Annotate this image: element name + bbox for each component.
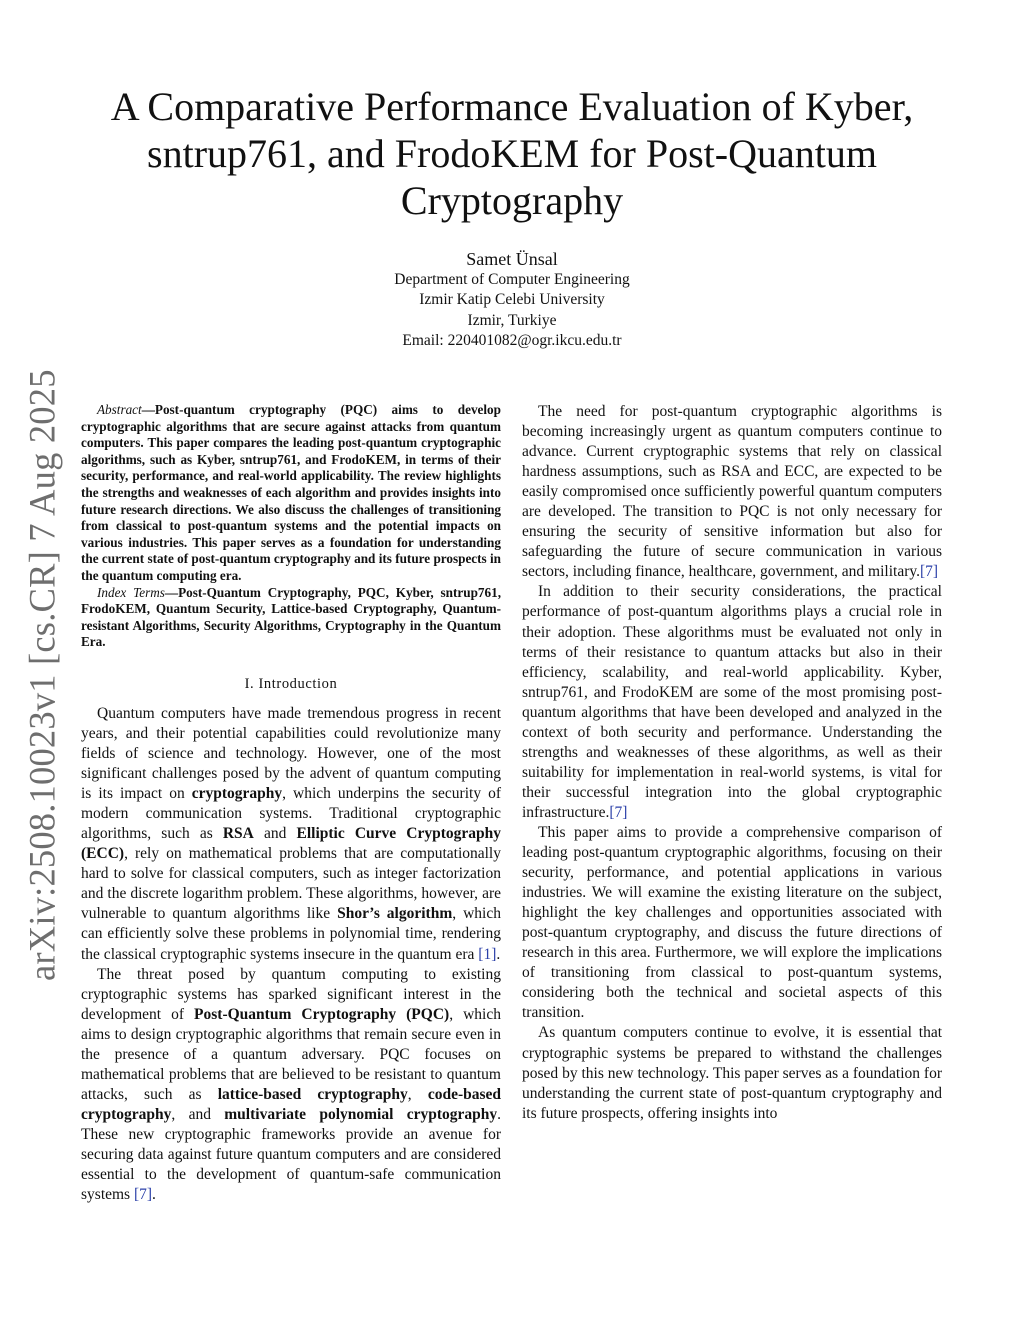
text-run: , which aims to design cryptographic algorithms that remain secure even in the presence of a quantum adversary. PQC focuses on mathematical problems that are believed to be resistant to quantum attacks, such as: [81, 1005, 501, 1103]
index-terms-text: —Post-Quantum Cryptography, PQC, Kyber, sntrup761, FrodoKEM, Quantum Security, Lattice-based Cryptography, Quantum-resistant Algorithms, Security Algorithms, Cryptography in the Quantum Era.: [81, 584, 501, 650]
intro-paragraph-4: [522, 582, 942, 823]
citation-link[interactable]: [7]: [919, 563, 939, 581]
arxiv-side-identifier: arXiv:2508.10023v1 [cs.CR] 7 Aug 2025: [21, 369, 63, 981]
intro-paragraph-5: This paper aims to provide a comprehensive comparison of leading post-quantum cryptographic algorithms, focusing on their security, performance, and potential applications in various industries. We will examine the existing literature on the subject, highlight the key challenges and opportunities associated with post-quantum cryptography, and discuss the future directions of research in this area. Furthermore, we will explore the implications of transitioning from classical to post-quantum systems, considering both the technical and societal aspects of this transition.: [522, 823, 942, 1022]
intro-paragraph-6: As quantum computers continue to evolve, it is essential that cryptographic systems be prepared to withstand the challenges posed by this new technology. This paper serves as a foundation for understanding the current state of post-quantum cryptography and its future prospects, offering insights into: [522, 1024, 942, 1122]
index-terms: [81, 585, 501, 651]
text-run: Quantum computers have made tremendous progress in recent years, and their potential capabilities could revolutionize many fields of science and technology. However, one of the most significant challenges posed by the advent of quantum computing is its impact on: [81, 704, 501, 803]
intro-paragraph-2: [81, 965, 501, 1206]
title-line: A Comparative Performance Evaluation of Kyber,: [110, 84, 914, 129]
index-terms-lead: Index Terms: [97, 584, 165, 600]
bold-term: Shor’s algorithm: [337, 905, 453, 923]
citation-link[interactable]: [7]: [609, 803, 628, 821]
abstract-text: —Post-quantum cryptography (PQC) aims to develop cryptographic algorithms that are secure against attacks from quantum computers. This paper compares the leading post-quantum cryptographic algorithms, such as Kyber, sntrup761, and FrodoKEM, in terms of their security, performance, and real-world applicability. The review highlights the strengths and weaknesses of each algorithm and provides insights into future research directions. We also discuss the challenges of transitioning from classical to post-quantum systems and the potential impacts on various industries. This paper serves as a foundation for understanding the current state of post-quantum cryptography and its future prospects in the quantum computing era.: [81, 402, 501, 583]
text-run: .: [496, 945, 501, 963]
abstract: [81, 402, 501, 585]
text-run: . These new cryptographic frameworks provide an avenue for securing data against future quantum computers and are considered essential to the development of quantum-safe communication systems: [81, 1105, 501, 1204]
author-location: Izmir, Turkiye: [467, 311, 557, 329]
title-line: Cryptography: [400, 178, 624, 223]
intro-paragraph-1: [81, 704, 501, 965]
text-run: ,: [407, 1085, 428, 1103]
text-run: .: [152, 1186, 156, 1204]
author-university: Izmir Katip Celebi University: [419, 291, 605, 309]
text-run: , which underpins the security of modern communication systems. Traditional cryptographic algorithms, such as: [81, 785, 501, 843]
bold-term: lattice-based cryptography: [217, 1085, 408, 1103]
author-block: [262, 248, 762, 351]
right-column: [522, 402, 942, 1124]
citation-link[interactable]: [1]: [478, 945, 497, 963]
abstract-lead: Abstract: [97, 402, 142, 417]
bold-term: RSA: [222, 825, 254, 843]
citation-link[interactable]: [7]: [133, 1186, 153, 1204]
author-email: Email: 220401082@ogr.ikcu.edu.tr: [402, 331, 622, 349]
author-name: Samet Ünsal: [466, 249, 558, 269]
title-line: sntrup761, and FrodoKEM for Post-Quantum: [147, 131, 877, 176]
paper-title: [60, 83, 964, 224]
text-run: and: [253, 825, 297, 843]
intro-paragraph-3: [522, 402, 942, 582]
bold-term: Elliptic Curve Cryptography (ECC): [81, 825, 502, 863]
text-run: , which can efficiently solve these problems in polynomial time, rendering the classical cryptographic systems insecure in the quantum era: [81, 905, 501, 963]
bold-term: code-based cryptography: [81, 1085, 502, 1123]
text-run: In addition to their security considerations, the practical performance of post-quantum algorithms plays a crucial role in their adoption. These algorithms must be evaluated not only in terms of their resistance to quantum attacks but also in their efficiency, scalability, and real-world applicability. Kyber, sntrup761, and FrodoKEM are some of the most promising post-quantum algorithms that have been developed and analyzed in the context of both security and performance. Understanding the strengths and weaknesses of these algorithms, as well as their suitability for implementation in real-world systems, is vital for their successful integration into the global cryptographic infrastructure.: [522, 583, 942, 821]
left-column: [81, 402, 501, 1205]
author-department: Department of Computer Engineering: [394, 271, 630, 288]
bold-term: cryptography: [191, 785, 283, 803]
bold-term: Post-Quantum Cryptography (PQC): [194, 1005, 450, 1023]
text-run: The threat posed by quantum computing to existing cryptographic systems has sparked significant interest in the development of: [81, 965, 501, 1023]
bold-term: multivariate polynomial cryptography: [224, 1105, 498, 1123]
text-run: , and: [171, 1105, 225, 1123]
text-run: The need for post-quantum cryptographic algorithms is becoming increasingly urgent as quantum computers continue to advance. Current cryptographic systems that rely on classical hardness assumptions, such as RSA and ECC, are expected to be easily compromised once sufficiently powerful quantum computers are developed. The transition to PQC is not only necessary for ensuring the security of sensitive information but also for safeguarding the future of secure communication in various sectors, including finance, healthcare, government, and military.: [522, 403, 942, 581]
text-run: , rely on mathematical problems that are computationally hard to solve for classical computers, such as integer factorization and the discrete logarithm problem. These algorithms, however, are vulnerable to quantum algorithms like: [81, 845, 501, 923]
section-heading-introduction: I. Introduction: [244, 675, 338, 692]
